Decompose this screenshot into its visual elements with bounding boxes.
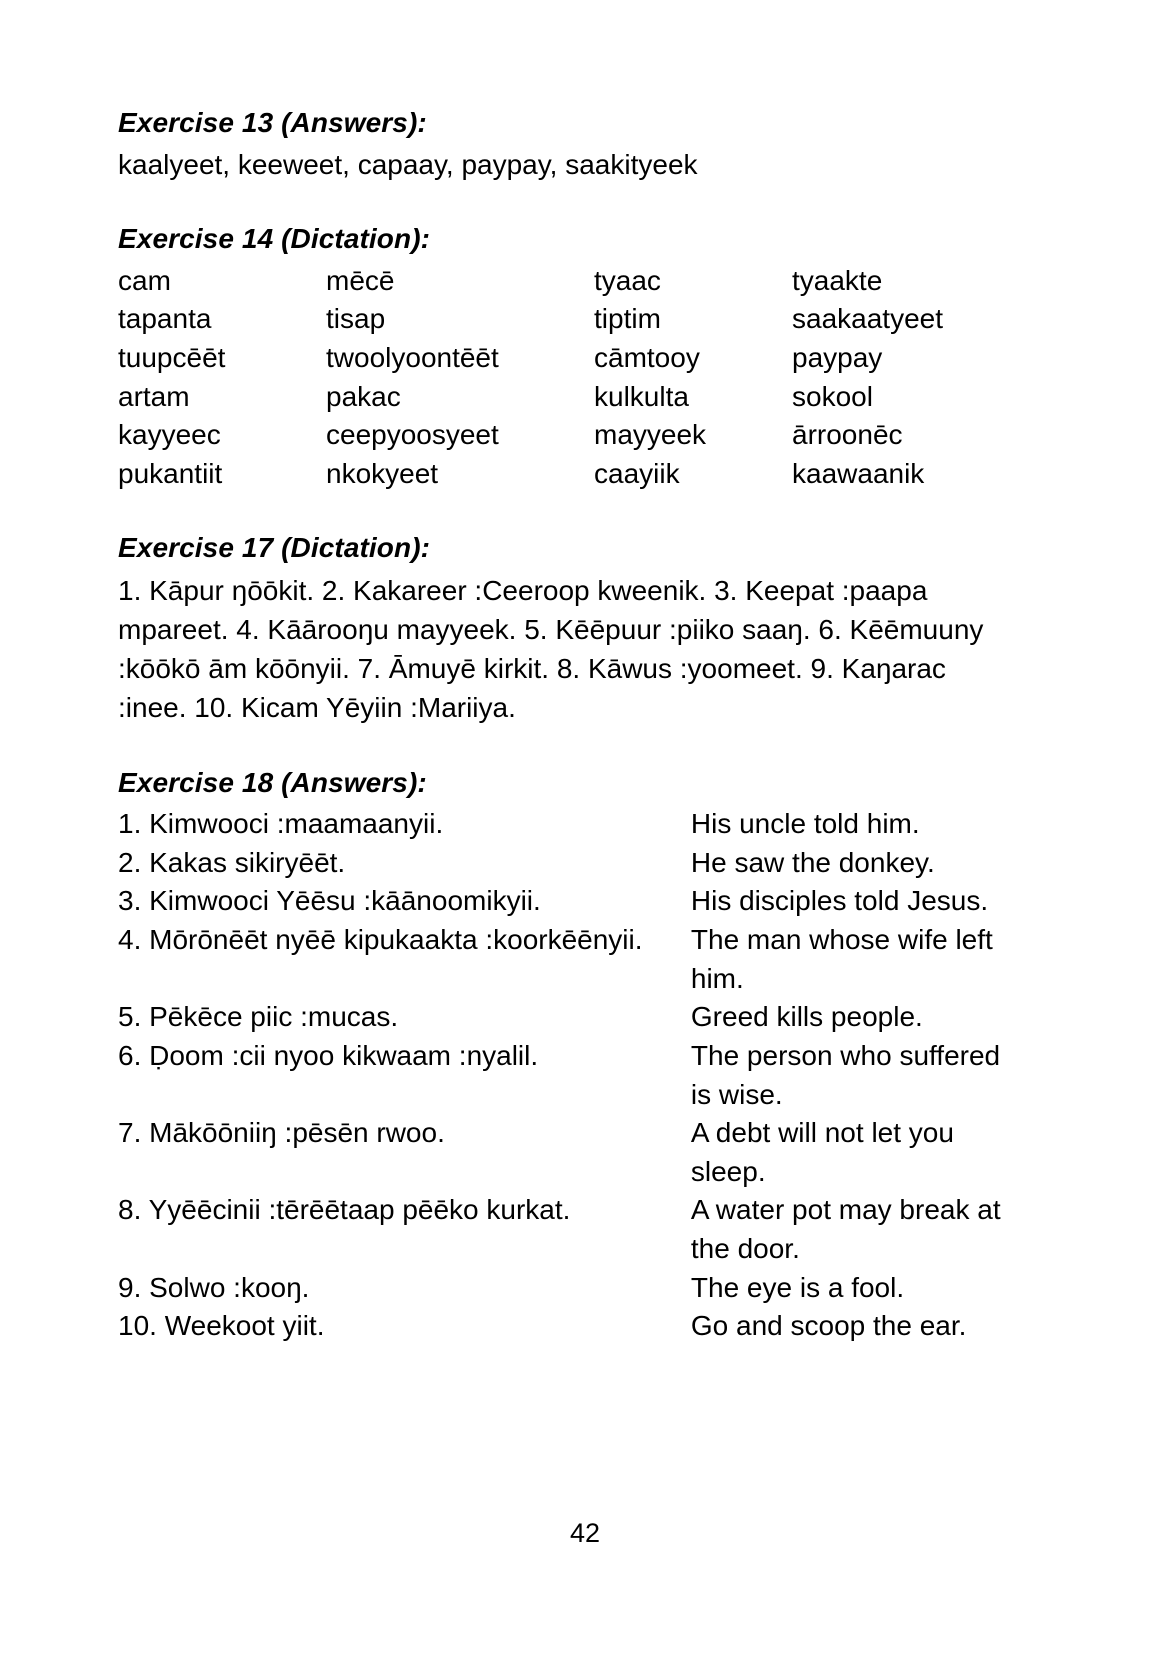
answer-source: 6. Ḍoom :cii nyoo kikwaam :nyalil. bbox=[118, 1039, 539, 1071]
word-cell: nkokyeet bbox=[326, 457, 439, 489]
word-cell: saakaatyeet bbox=[792, 303, 943, 335]
section-heading: Exercise 17 (Dictation): bbox=[118, 532, 431, 564]
word-cell: kayyeec bbox=[118, 419, 221, 451]
word-cell: tuupcēēt bbox=[118, 341, 226, 373]
word-cell: caayiik bbox=[594, 457, 680, 489]
answer-source: 4. Mōrōnēēt nyēē kipukaakta :koorkēēnyii. bbox=[118, 924, 643, 956]
answer-translation: His disciples told Jesus. bbox=[690, 885, 989, 917]
answer-translation: A water pot may break at the door. bbox=[690, 1194, 1009, 1265]
word-cell: pukantiit bbox=[118, 457, 223, 489]
table-row bbox=[118, 844, 1018, 883]
section-exercise-18 bbox=[118, 764, 1052, 1346]
word-cell: mayyeek bbox=[594, 419, 707, 451]
answer-translation: The man whose wife left him. bbox=[690, 924, 1001, 994]
answer-source: 2. Kakas sikiryēēt. bbox=[118, 846, 346, 878]
table-row bbox=[118, 805, 1018, 844]
word-cell: tisap bbox=[326, 303, 386, 335]
page-number: 42 bbox=[569, 1518, 601, 1548]
word-cell: paypay bbox=[792, 341, 883, 373]
answer-translation: He saw the donkey. bbox=[690, 846, 935, 878]
section-body: kaalyeet, keeweet, capaay, paypay, saakityeek bbox=[118, 148, 698, 180]
table-row bbox=[118, 1114, 1018, 1191]
section-exercise-14 bbox=[118, 220, 1052, 493]
section-heading: Exercise 18 (Answers): bbox=[118, 766, 427, 798]
table-row bbox=[118, 921, 1018, 998]
word-cell: cāmtooy bbox=[594, 341, 700, 373]
answer-translation: Greed kills people. bbox=[690, 1001, 923, 1033]
table-row bbox=[118, 882, 1018, 921]
section-heading: Exercise 13 (Answers): bbox=[118, 107, 427, 138]
answer-translation: His uncle told him. bbox=[690, 808, 920, 840]
word-cell: twoolyoontēēt bbox=[326, 341, 499, 373]
answer-translation: Go and scoop the ear. bbox=[690, 1310, 967, 1342]
table-row bbox=[118, 1191, 1018, 1268]
word-cell: kaawaanik bbox=[792, 457, 925, 489]
section-exercise-17 bbox=[118, 529, 1052, 727]
answers-table bbox=[118, 805, 1018, 1346]
table-row bbox=[118, 998, 1018, 1037]
spacer bbox=[118, 493, 1052, 529]
word-cell: tapanta bbox=[118, 303, 212, 335]
spacer bbox=[118, 728, 1052, 764]
table-row bbox=[118, 1269, 1018, 1308]
answer-source: 3. Kimwooci Yēēsu :kāānoomikyii. bbox=[118, 885, 541, 917]
word-cell: pakac bbox=[326, 380, 401, 412]
answer-source: 10. Weekoot yiit. bbox=[118, 1310, 325, 1342]
table-row bbox=[118, 1307, 1018, 1346]
answer-source: 1. Kimwooci :maamaanyii. bbox=[118, 808, 444, 840]
answer-translation: The person who suffered is wise. bbox=[690, 1039, 1008, 1110]
answer-translation: A debt will not let you sleep. bbox=[690, 1117, 962, 1187]
word-cell: sokool bbox=[792, 380, 873, 412]
dictation-paragraph: 1. Kāpur ŋōōkit. 2. Kakareer :Ceeroop kweenik. 3. Keepat :paapa mpareet. 4. Kāārooŋu mayyeek. 5. Kēēpuur :piiko saaŋ. 6. Kēēmuuny :kōōkō ām kōōnyii. 7. Āmuyē kirkit. 8. Kāwus :yoomeet. 9. Kaŋarac :inee. 10. Kicam Yēyiin :Mariiya. bbox=[118, 574, 984, 724]
section-exercise-13 bbox=[118, 104, 1052, 184]
word-cell: mēcē bbox=[326, 264, 395, 296]
word-cell: kulkulta bbox=[594, 380, 689, 412]
answer-source: 5. Pēkēce piic :mucas. bbox=[118, 1001, 399, 1033]
word-cell: ārroonēc bbox=[792, 419, 903, 451]
word-cell: tiptim bbox=[594, 303, 661, 335]
dictation-word-grid bbox=[118, 262, 1052, 494]
answer-translation: The eye is a fool. bbox=[690, 1271, 905, 1303]
word-cell: artam bbox=[118, 380, 190, 412]
section-heading: Exercise 14 (Dictation): bbox=[118, 223, 431, 255]
word-cell: tyaac bbox=[594, 264, 661, 296]
answer-source: 7. Mākōōniiŋ :pēsēn rwoo. bbox=[118, 1117, 445, 1149]
table-row bbox=[118, 1037, 1018, 1114]
spacer bbox=[118, 184, 1052, 220]
word-cell: ceepyoosyeet bbox=[326, 419, 499, 451]
word-cell: tyaakte bbox=[792, 264, 883, 296]
answer-source: 8. Yyēēcinii :tērēētaap pēēko kurkat. bbox=[118, 1194, 571, 1226]
answer-source: 9. Solwo :kooŋ. bbox=[118, 1271, 310, 1303]
word-cell: cam bbox=[118, 264, 171, 296]
